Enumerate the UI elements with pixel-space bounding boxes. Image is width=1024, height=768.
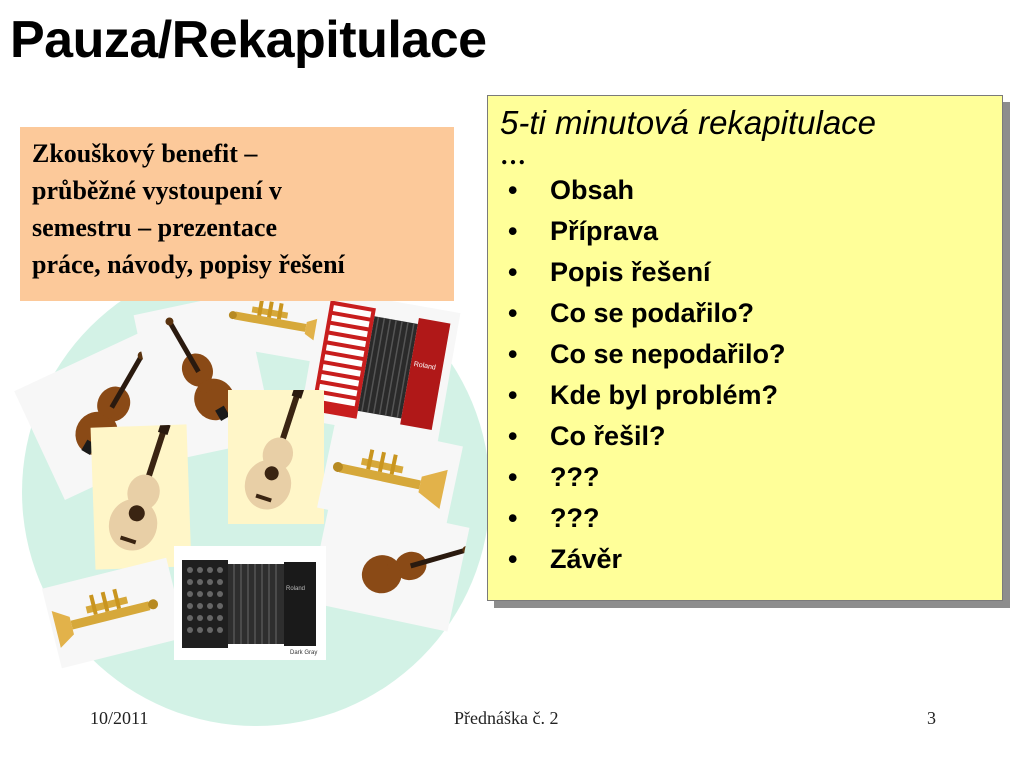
bullet: •	[508, 175, 518, 205]
black-accordion-image	[174, 546, 326, 660]
recap-item-label: Příprava	[550, 216, 659, 246]
guitar-image	[228, 390, 324, 524]
recap-item-label: Co se nepodařilo?	[550, 339, 786, 369]
bullet: •	[508, 216, 518, 246]
recap-item	[500, 457, 990, 498]
exam-benefit-box	[20, 127, 454, 301]
recap-item-label: ???	[550, 462, 600, 492]
recap-item-label: Kde byl problém?	[550, 380, 779, 410]
black-accordion-brand-label: Roland	[286, 586, 306, 592]
recap-list	[500, 170, 990, 580]
bullet: •	[508, 257, 518, 287]
recap-item	[500, 211, 990, 252]
recap-item	[500, 334, 990, 375]
recap-item	[500, 375, 990, 416]
exam-benefit-line: práce, návody, popisy řešení	[32, 250, 345, 279]
black-accordion-caption: Dark Gray	[290, 650, 318, 656]
recap-item-label: Obsah	[550, 175, 635, 205]
bullet: •	[508, 544, 518, 574]
footer-page-number: 3	[927, 708, 936, 728]
bullet: •	[508, 380, 518, 410]
bullet: •	[508, 421, 518, 451]
recap-ellipsis: …	[500, 141, 526, 170]
recap-item	[500, 416, 990, 457]
recap-item	[500, 252, 990, 293]
red-accordion-brand-label: Roland	[413, 360, 437, 372]
footer-lecture: Přednáška č. 2	[454, 708, 559, 728]
footer-date: 10/2011	[90, 708, 149, 728]
recap-item	[500, 498, 990, 539]
slide-title: Pauza/Rekapitulace	[10, 11, 487, 69]
recap-item	[500, 293, 990, 334]
recap-item-label: Závěr	[550, 544, 623, 574]
bullet: •	[508, 503, 518, 533]
recap-heading: 5-ti minutová rekapitulace	[500, 104, 877, 141]
bullet: •	[508, 298, 518, 328]
exam-benefit-line: semestru – prezentace	[32, 213, 277, 242]
recap-item-label: Popis řešení	[550, 257, 711, 287]
exam-benefit-line: průběžné vystoupení v	[32, 176, 282, 205]
recap-item-label: Co řešil?	[550, 421, 666, 451]
exam-benefit-line: Zkouškový benefit –	[32, 139, 258, 168]
recap-box	[487, 95, 1003, 601]
recap-item-label: ???	[550, 503, 600, 533]
bullet: •	[508, 339, 518, 369]
recap-item	[500, 170, 990, 211]
recap-item	[500, 539, 990, 580]
recap-item-label: Co se podařilo?	[550, 298, 755, 328]
bullet: •	[508, 462, 518, 492]
